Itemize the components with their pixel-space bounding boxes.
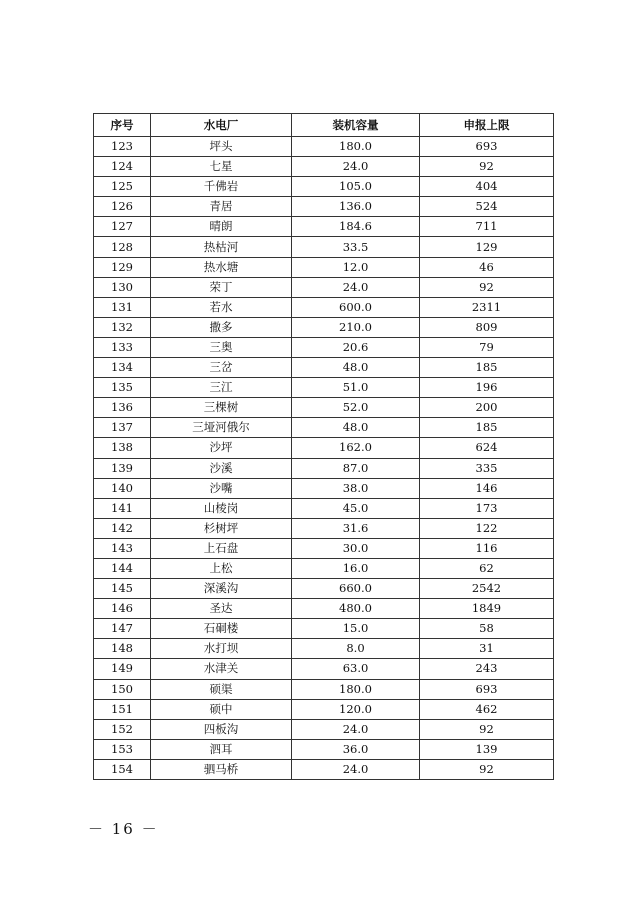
cell-declared-limit: 2311: [420, 297, 554, 317]
cell-plant-name: 上石盘: [151, 538, 292, 558]
cell-declared-limit: 404: [420, 177, 554, 197]
cell-serial-number: 127: [94, 217, 151, 237]
table-row: [94, 739, 554, 759]
cell-installed-capacity: 162.0: [292, 438, 420, 458]
cell-serial-number: 129: [94, 257, 151, 277]
cell-installed-capacity: 180.0: [292, 137, 420, 157]
cell-plant-name: 三江: [151, 378, 292, 398]
cell-installed-capacity: 480.0: [292, 599, 420, 619]
cell-declared-limit: 31: [420, 639, 554, 659]
cell-plant-name: 水打坝: [151, 639, 292, 659]
cell-serial-number: 128: [94, 237, 151, 257]
cell-declared-limit: 185: [420, 358, 554, 378]
table-row: [94, 498, 554, 518]
cell-serial-number: 153: [94, 739, 151, 759]
cell-declared-limit: 200: [420, 398, 554, 418]
table-row: [94, 699, 554, 719]
cell-serial-number: 123: [94, 137, 151, 157]
cell-declared-limit: 92: [420, 759, 554, 779]
cell-installed-capacity: 51.0: [292, 378, 420, 398]
cell-serial-number: 131: [94, 297, 151, 317]
cell-declared-limit: 122: [420, 518, 554, 538]
cell-serial-number: 154: [94, 759, 151, 779]
header-installed-capacity: 装机容量: [292, 114, 420, 137]
cell-plant-name: 上松: [151, 558, 292, 578]
table-row: [94, 639, 554, 659]
table-row: [94, 679, 554, 699]
table-row: [94, 277, 554, 297]
table-row: [94, 177, 554, 197]
table-row: [94, 619, 554, 639]
cell-installed-capacity: 24.0: [292, 277, 420, 297]
table-row: [94, 579, 554, 599]
cell-installed-capacity: 45.0: [292, 498, 420, 518]
table-row: [94, 217, 554, 237]
cell-declared-limit: 129: [420, 237, 554, 257]
cell-plant-name: 三垭河俄尔: [151, 418, 292, 438]
cell-declared-limit: 693: [420, 679, 554, 699]
table-row: [94, 317, 554, 337]
cell-serial-number: 150: [94, 679, 151, 699]
cell-declared-limit: 335: [420, 458, 554, 478]
cell-declared-limit: 711: [420, 217, 554, 237]
cell-serial-number: 140: [94, 478, 151, 498]
cell-plant-name: 山棱岗: [151, 498, 292, 518]
cell-plant-name: 撒多: [151, 317, 292, 337]
cell-installed-capacity: 136.0: [292, 197, 420, 217]
cell-serial-number: 130: [94, 277, 151, 297]
table-row: [94, 337, 554, 357]
cell-installed-capacity: 8.0: [292, 639, 420, 659]
page-number: － 16 －: [88, 820, 159, 838]
cell-installed-capacity: 105.0: [292, 177, 420, 197]
cell-declared-limit: 693: [420, 137, 554, 157]
cell-plant-name: 四板沟: [151, 719, 292, 739]
cell-plant-name: 石硐楼: [151, 619, 292, 639]
table-row: [94, 458, 554, 478]
cell-installed-capacity: 600.0: [292, 297, 420, 317]
cell-installed-capacity: 24.0: [292, 157, 420, 177]
data-table-container: [93, 113, 553, 780]
table-row: [94, 297, 554, 317]
cell-installed-capacity: 12.0: [292, 257, 420, 277]
table-row: [94, 478, 554, 498]
cell-installed-capacity: 180.0: [292, 679, 420, 699]
cell-serial-number: 142: [94, 518, 151, 538]
cell-plant-name: 泗耳: [151, 739, 292, 759]
cell-serial-number: 125: [94, 177, 151, 197]
cell-installed-capacity: 210.0: [292, 317, 420, 337]
cell-declared-limit: 62: [420, 558, 554, 578]
cell-installed-capacity: 184.6: [292, 217, 420, 237]
cell-serial-number: 134: [94, 358, 151, 378]
cell-declared-limit: 92: [420, 277, 554, 297]
cell-serial-number: 146: [94, 599, 151, 619]
header-serial-number: 序号: [94, 114, 151, 137]
cell-plant-name: 深溪沟: [151, 579, 292, 599]
cell-declared-limit: 92: [420, 719, 554, 739]
cell-declared-limit: 462: [420, 699, 554, 719]
cell-plant-name: 三岔: [151, 358, 292, 378]
cell-installed-capacity: 48.0: [292, 358, 420, 378]
table-row: [94, 378, 554, 398]
table-row: [94, 659, 554, 679]
cell-declared-limit: 1849: [420, 599, 554, 619]
cell-plant-name: 荣丁: [151, 277, 292, 297]
cell-serial-number: 138: [94, 438, 151, 458]
table-row: [94, 418, 554, 438]
cell-installed-capacity: 120.0: [292, 699, 420, 719]
cell-declared-limit: 185: [420, 418, 554, 438]
cell-installed-capacity: 30.0: [292, 538, 420, 558]
cell-declared-limit: 46: [420, 257, 554, 277]
cell-installed-capacity: 24.0: [292, 719, 420, 739]
cell-installed-capacity: 24.0: [292, 759, 420, 779]
cell-plant-name: 水津关: [151, 659, 292, 679]
cell-serial-number: 145: [94, 579, 151, 599]
hydropower-table: [93, 113, 554, 780]
cell-serial-number: 151: [94, 699, 151, 719]
cell-serial-number: 133: [94, 337, 151, 357]
table-row: [94, 157, 554, 177]
table-row: [94, 759, 554, 779]
cell-plant-name: 沙嘴: [151, 478, 292, 498]
cell-plant-name: 杉树坪: [151, 518, 292, 538]
cell-plant-name: 千佛岩: [151, 177, 292, 197]
cell-installed-capacity: 48.0: [292, 418, 420, 438]
table-row: [94, 558, 554, 578]
cell-serial-number: 124: [94, 157, 151, 177]
cell-installed-capacity: 87.0: [292, 458, 420, 478]
cell-plant-name: 三奥: [151, 337, 292, 357]
cell-declared-limit: 173: [420, 498, 554, 518]
cell-declared-limit: 92: [420, 157, 554, 177]
cell-serial-number: 135: [94, 378, 151, 398]
cell-plant-name: 硕中: [151, 699, 292, 719]
cell-plant-name: 热枯河: [151, 237, 292, 257]
cell-declared-limit: 196: [420, 378, 554, 398]
cell-declared-limit: 116: [420, 538, 554, 558]
cell-serial-number: 141: [94, 498, 151, 518]
cell-installed-capacity: 16.0: [292, 558, 420, 578]
header-plant-name: 水电厂: [151, 114, 292, 137]
cell-serial-number: 143: [94, 538, 151, 558]
cell-plant-name: 沙溪: [151, 458, 292, 478]
cell-declared-limit: 524: [420, 197, 554, 217]
cell-installed-capacity: 660.0: [292, 579, 420, 599]
cell-serial-number: 149: [94, 659, 151, 679]
table-row: [94, 438, 554, 458]
cell-declared-limit: 2542: [420, 579, 554, 599]
cell-serial-number: 139: [94, 458, 151, 478]
cell-serial-number: 132: [94, 317, 151, 337]
cell-installed-capacity: 52.0: [292, 398, 420, 418]
cell-installed-capacity: 36.0: [292, 739, 420, 759]
cell-plant-name: 沙坪: [151, 438, 292, 458]
cell-installed-capacity: 38.0: [292, 478, 420, 498]
table-row: [94, 599, 554, 619]
cell-plant-name: 坪头: [151, 137, 292, 157]
cell-plant-name: 七星: [151, 157, 292, 177]
cell-declared-limit: 624: [420, 438, 554, 458]
table-row: [94, 538, 554, 558]
cell-declared-limit: 79: [420, 337, 554, 357]
cell-plant-name: 热水塘: [151, 257, 292, 277]
cell-serial-number: 126: [94, 197, 151, 217]
table-row: [94, 237, 554, 257]
table-row: [94, 719, 554, 739]
cell-plant-name: 三棵树: [151, 398, 292, 418]
cell-installed-capacity: 33.5: [292, 237, 420, 257]
header-declared-limit: 申报上限: [420, 114, 554, 137]
cell-serial-number: 152: [94, 719, 151, 739]
table-body: [94, 137, 554, 780]
table-row: [94, 137, 554, 157]
cell-plant-name: 青居: [151, 197, 292, 217]
table-row: [94, 257, 554, 277]
cell-serial-number: 147: [94, 619, 151, 639]
cell-serial-number: 137: [94, 418, 151, 438]
cell-plant-name: 硕渠: [151, 679, 292, 699]
cell-serial-number: 136: [94, 398, 151, 418]
cell-installed-capacity: 63.0: [292, 659, 420, 679]
table-header-row: [94, 114, 554, 137]
cell-plant-name: 晴朗: [151, 217, 292, 237]
table-row: [94, 398, 554, 418]
table-row: [94, 358, 554, 378]
cell-installed-capacity: 15.0: [292, 619, 420, 639]
cell-installed-capacity: 20.6: [292, 337, 420, 357]
cell-declared-limit: 58: [420, 619, 554, 639]
cell-declared-limit: 243: [420, 659, 554, 679]
cell-plant-name: 驷马桥: [151, 759, 292, 779]
table-row: [94, 518, 554, 538]
cell-plant-name: 若水: [151, 297, 292, 317]
table-row: [94, 197, 554, 217]
cell-plant-name: 圣达: [151, 599, 292, 619]
cell-declared-limit: 139: [420, 739, 554, 759]
cell-installed-capacity: 31.6: [292, 518, 420, 538]
cell-declared-limit: 809: [420, 317, 554, 337]
cell-declared-limit: 146: [420, 478, 554, 498]
cell-serial-number: 144: [94, 558, 151, 578]
cell-serial-number: 148: [94, 639, 151, 659]
